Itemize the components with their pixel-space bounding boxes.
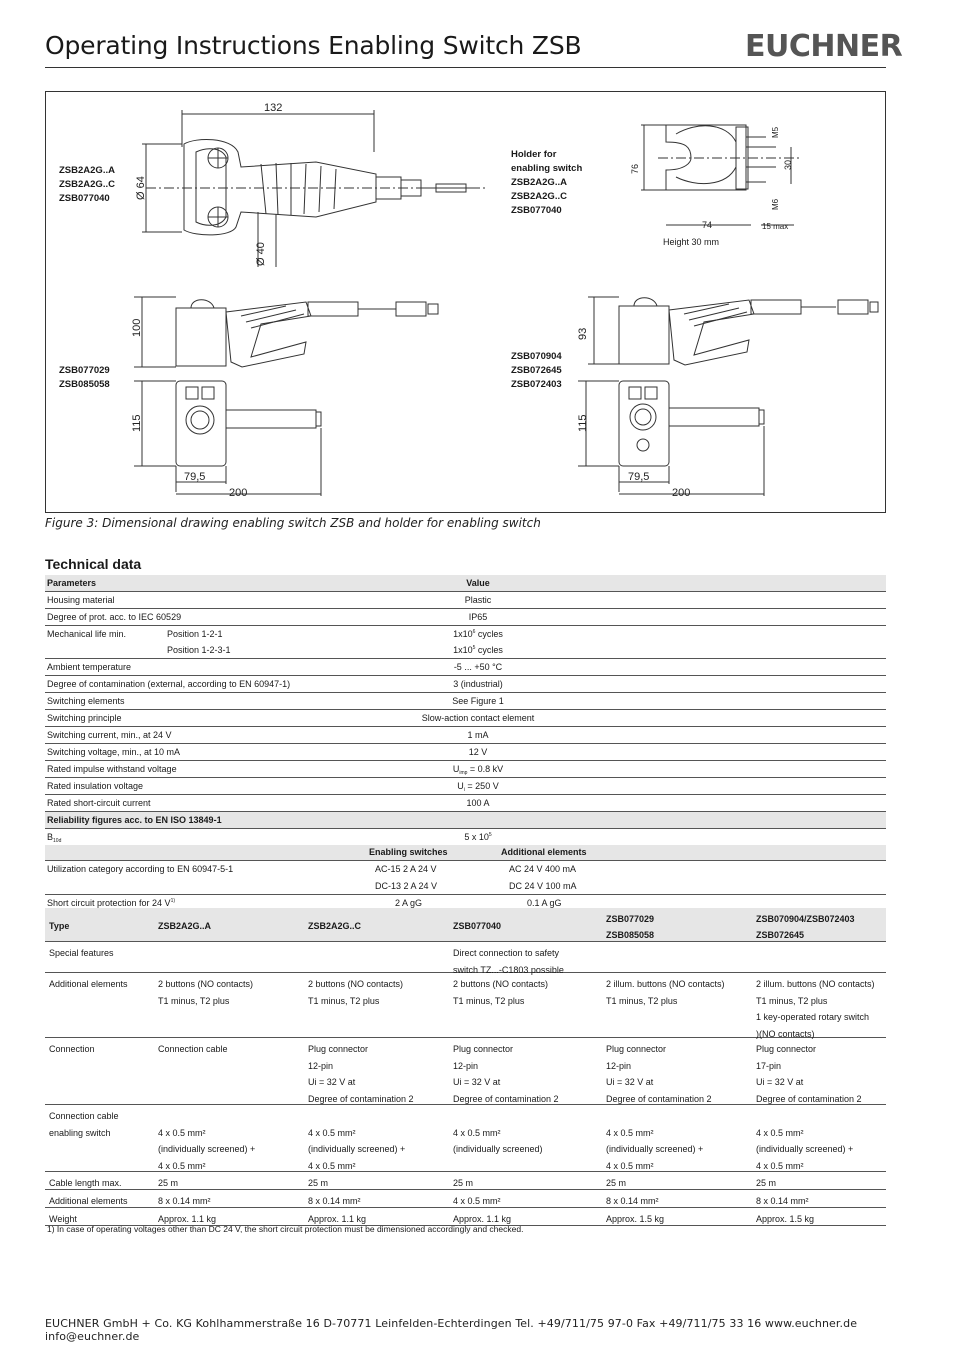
tech-row [45,761,886,778]
tech-row [45,626,886,642]
technical-data-table [45,575,886,912]
tech-value: Slow-action contact element [421,713,535,723]
dim-30: 30 [783,159,793,170]
tech-param: Rated insulation voltage [47,781,144,791]
figure-caption: Figure 3: Dimensional drawing enabling switch ZSB and holder for enabling switch [45,516,541,530]
dimensional-drawing-frame [45,91,886,513]
type-cell: Plug connector 12-pin Ui = 32 V at Degree of contamination 2 [606,1044,712,1104]
label-top-left-models: ZSB2A2G..A ZSB2A2G..C ZSB077040 [59,165,115,204]
type-cell: Approx. 1.1 kg [158,1214,217,1224]
tech-param: Ambient temperature [47,662,132,672]
type-cell: 4 x 0.5 mm² (individually screened) + 4 x 0.5 mm² [158,1127,256,1171]
type-cell: 8 x 0.14 mm² [308,1196,361,1206]
tech-param: Switching voltage, min., at 10 mA [47,747,181,757]
header-parameters: Parameters [47,578,97,588]
tech-row [45,727,886,744]
type-row [45,973,886,1038]
tech-value: 1 mA [467,730,489,740]
tech-param: Rated short-circuit current [47,798,151,808]
footer-address: EUCHNER GmbH + Co. KG Kohlhammerstraße 16 D-70771 Leinfelden-Echterdingen Tel. +49/711/75 97-0 Fax +49/711/75 33 16 www.euchner.de info@euchner.de [45,1317,858,1343]
type-cell: ZSB2A2G..C [308,921,362,931]
type-cell: Plug connector 17-pin Ui = 32 V at Degree of contamination 2 [756,1044,862,1104]
dim-d64: Ø 64 [135,176,147,200]
tech-param: Degree of prot. acc. to IEC 60529 [47,612,182,622]
tech-param: Rated impulse withstand voltage [47,764,177,774]
type-row [45,1172,886,1190]
type-cell: Approx. 1.5 kg [756,1214,815,1224]
type-cell: 2 illum. buttons (NO contacts) T1 minus, T2 plus [606,979,725,1006]
type-cell: 4 x 0.5 mm² [453,1196,501,1206]
utilization-ac24: AC 24 V 400 mA [509,864,577,874]
type-row [45,1190,886,1208]
tech-subparam: Position 1-2-3-1 [167,645,231,655]
utilization-ac15: AC-15 2 A 24 V [375,864,437,874]
switch-side-view-right [578,297,878,496]
dim-m5: M5 [771,126,780,138]
dim-115-right: 115 [577,414,589,432]
type-row-label: Weight [49,1214,77,1224]
type-row-label: Cable length max. [49,1178,122,1188]
type-cell: Plug connector 12-pin Ui = 32 V at Degree of contamination 2 [453,1044,559,1104]
type-row-label: Additional elements [49,979,128,989]
tech-row [45,795,886,812]
short-circuit-additional: 0.1 A gG [527,898,562,908]
tech-value: See Figure 1 [452,696,504,706]
tech-param: Switching elements [47,696,125,706]
dim-200-left: 200 [229,487,248,499]
dim-15max: 15 max [762,222,789,231]
tech-row [45,659,886,676]
dim-m6: M6 [771,198,780,210]
tech-value: 100 A [466,798,490,808]
type-row [45,942,886,973]
tech-row [45,609,886,626]
tech-param: Mechanical life min. [47,629,127,639]
b10d-value: 5 x $10^5$ [464,832,492,842]
tech-param: Switching current, min., at 24 V [47,730,172,740]
short-circuit-enabling: 2 A gG [395,898,423,908]
dim-795-left: 79,5 [184,471,206,483]
tech-value: 3 (industrial) [453,679,503,689]
type-row [45,1105,886,1172]
type-cell: Connection cable [158,1044,228,1054]
type-cell: Approx. 1.1 kg [308,1214,367,1224]
tech-row [45,778,886,795]
tech-param: Degree of contamination (external, according to EN 60947-1) [47,679,291,689]
type-cell: 25 m [453,1178,474,1188]
dim-200-right: 200 [672,487,691,499]
tech-row [45,676,886,693]
b10d-row [45,829,886,845]
type-cell: 25 m [308,1178,329,1188]
short-circuit-label: Short circuit protection for 24 $V^{1)}$ [47,898,176,908]
b10d-label: $B_{10d}$ [47,832,62,844]
type-cell: Approx. 1.5 kg [606,1214,665,1224]
type-cell: 2 buttons (NO contacts) T1 minus, T2 plus [308,979,404,1006]
tech-row [45,592,886,609]
type-cell: 8 x 0.14 mm² [606,1196,659,1206]
dim-76: 76 [630,163,640,174]
type-cell: 8 x 0.14 mm² [158,1196,211,1206]
type-cell: 4 x 0.5 mm² (individually screened) [453,1127,543,1154]
tech-subparam: Position 1-2-1 [167,629,223,639]
type-cell: Plug connector 12-pin Ui = 32 V at Degree of contamination 2 [308,1044,414,1104]
technical-data-heading: Technical data [45,556,142,572]
label-bottom-right-models: ZSB070904 ZSB072645 ZSB072403 [511,351,562,390]
label-holder: Holder for enabling switch ZSB2A2G..A ZSB2A2G..C ZSB077040 [511,149,583,216]
type-cell: 25 m [756,1178,777,1188]
switch-subheader-row [45,845,886,861]
tech-row [45,710,886,727]
utilization-dc24: DC 24 V 100 mA [509,881,577,891]
type-row-label: Type [49,921,70,931]
dim-132: 132 [264,102,283,114]
type-cell: 4 x 0.5 mm² (individually screened) + 4 x 0.5 mm² [756,1127,854,1171]
type-row-label: Connection cable enabling switch [49,1111,119,1138]
tech-row [45,642,886,659]
dim-d40: Ø 40 [255,242,267,266]
tech-header-row [45,575,886,592]
type-cell: 4 x 0.5 mm² (individually screened) + 4 x 0.5 mm² [308,1127,406,1171]
dim-74: 74 [702,220,713,230]
tech-param: Housing material [47,595,115,605]
tech-param: Switching principle [47,713,122,723]
type-row-label: Additional elements [49,1196,128,1206]
utilization-label: Utilization category according to EN 60947-5-1 [47,864,234,874]
reliability-label: Reliability figures acc. to EN ISO 13849-1 [47,815,222,825]
type-cell: 25 m [158,1178,179,1188]
label-holder-height: Height 30 mm [663,237,720,247]
type-row [45,1038,886,1105]
type-cell: Approx. 1.1 kg [453,1214,512,1224]
utilization-row [45,861,886,895]
header-rule [45,67,886,68]
tech-value: $U_i = 250$ V [457,781,499,793]
footnote: 1) In case of operating voltages other than DC 24 V, the short circuit protection must be dimensioned accordingly and checked. [47,1224,524,1234]
type-cell: ZSB077040 [453,921,502,931]
type-cell: 8 x 0.14 mm² [756,1196,809,1206]
type-header-row [45,908,886,942]
page-title: Operating Instructions Enabling Switch ZSB [45,31,582,60]
tech-value: Plastic [464,595,492,605]
utilization-dc13: DC-13 2 A 24 V [375,881,438,891]
type-cell: 2 illum. buttons (NO contacts) T1 minus, T2 plus 1 key-operated rotary switch )(NO contacts) [756,979,875,1039]
subheader-additional: Additional elements [501,847,587,857]
header-value: Value [466,578,490,588]
type-table [45,908,886,1226]
subheader-enabling: Enabling switches [369,847,448,857]
dim-795-right: 79,5 [628,471,650,483]
type-cell: 25 m [606,1178,627,1188]
tech-value: $1x10^6$ cycles [453,629,503,639]
tech-value: -5 ... +50 °C [453,662,503,672]
tech-value: 12 V [468,747,488,757]
reliability-row [45,812,886,829]
type-cell: 2 buttons (NO contacts) T1 minus, T2 plus [158,979,254,1006]
dim-115-left: 115 [131,414,143,432]
tech-value: IP65 [468,612,488,622]
label-bottom-left-models: ZSB077029 ZSB085058 [59,365,110,390]
type-cell: ZSB077029 ZSB085058 [606,914,655,940]
dim-100: 100 [131,318,143,337]
type-cell: 4 x 0.5 mm² (individually screened) + 4 x 0.5 mm² [606,1127,704,1171]
euchner-logo: EUCHNER [745,29,903,64]
type-cell: ZSB070904/ZSB072403 ZSB072645 [756,914,855,940]
switch-top-view [142,110,486,267]
type-cell: ZSB2A2G..A [158,921,212,931]
dim-93: 93 [577,327,589,340]
switch-side-view-left [134,297,438,496]
tech-row [45,693,886,710]
tech-row [45,744,886,761]
type-cell: Direct connection to safety switch TZ...-C1803 possible [453,948,564,975]
technical-drawings [46,92,885,512]
type-cell: 2 buttons (NO contacts) T1 minus, T2 plus [453,979,549,1006]
type-row-label: Connection [49,1044,95,1054]
tech-value: $U_{imp} = 0.8$ kV [452,764,504,776]
type-row-label: Special features [49,948,114,958]
tech-value: $1x10^5$ cycles [453,645,503,655]
